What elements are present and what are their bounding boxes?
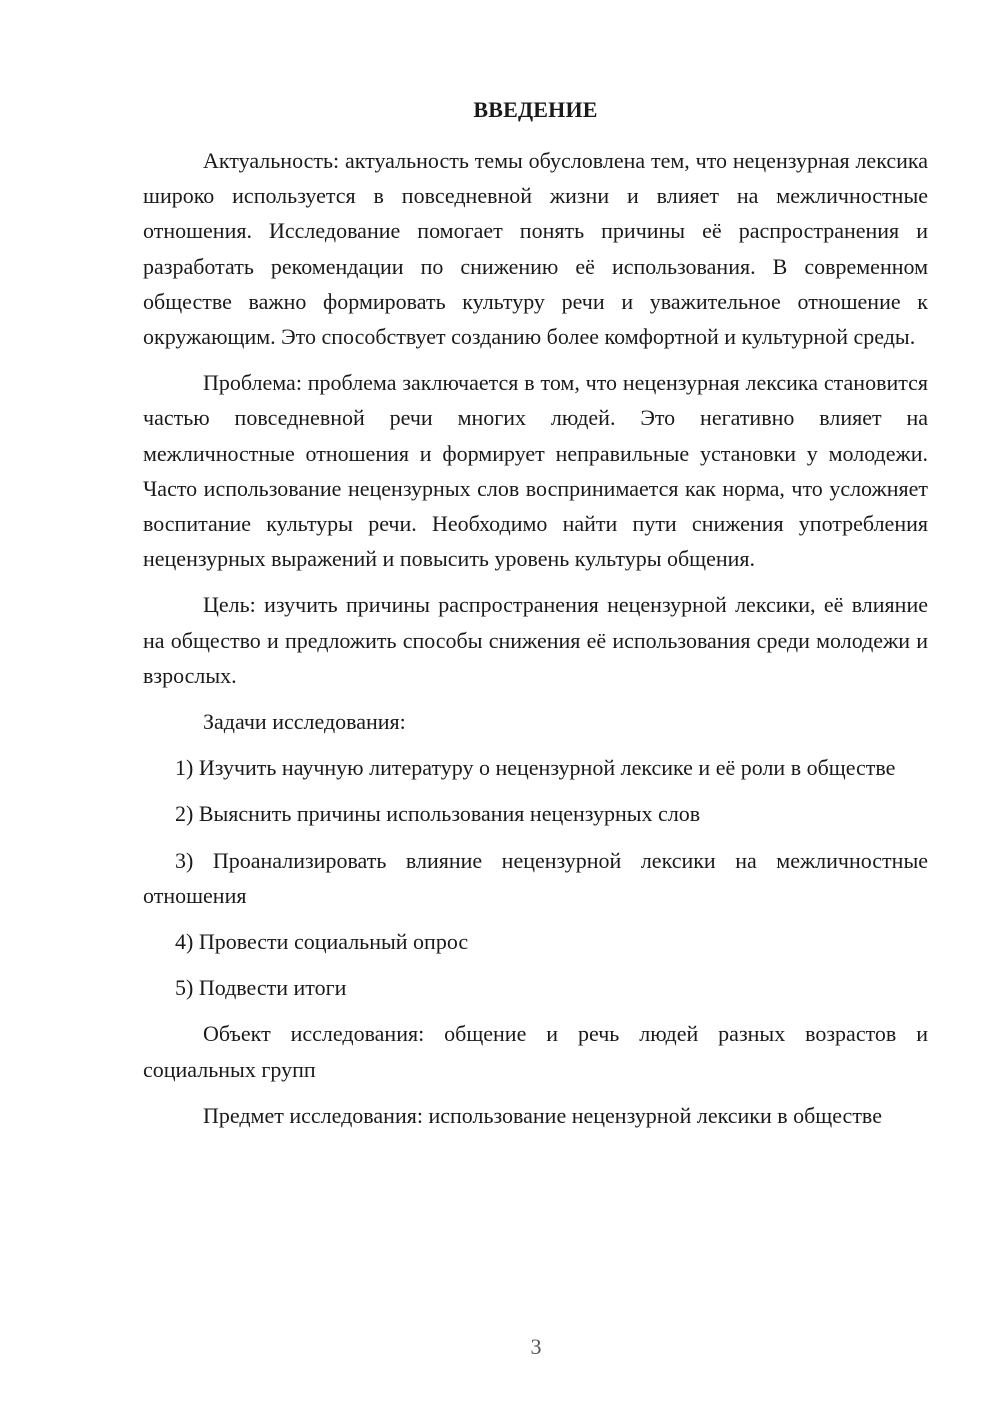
object-paragraph: Объект исследования: общение и речь людей разных возрастов и социальных групп bbox=[143, 1021, 928, 1082]
task-item-2: 2) Выяснить причины использования нецензурных слов bbox=[175, 801, 701, 827]
goal-paragraph: Цель: изучить причины распространения нецензурной лексики, её влияние на общество и предложить способы снижения её использования среди молодежи и взрослых. bbox=[143, 592, 928, 688]
subject-paragraph: Предмет исследования: использование нецензурной лексики в обществе bbox=[203, 1102, 882, 1128]
problem-paragraph: Проблема: проблема заключается в том, что нецензурная лексика становится частью повседневной речи многих людей. Это негативно влияет на межличностные отношения и формирует неправильные установки у молодежи. Часто использование нецензурных слов воспринимается как норма, что усложняет воспитание культуры речи. Необходимо найти пути снижения употребления нецензурных выражений и повысить уровень культуры общения. bbox=[143, 370, 928, 572]
tasks-heading: Задачи исследования: bbox=[203, 709, 406, 735]
task-item-4: 4) Провести социальный опрос bbox=[175, 929, 469, 955]
page-number: 3 bbox=[530, 1334, 542, 1359]
task-item-1: 1) Изучить научную литературу о нецензурной лексике и её роли в обществе bbox=[175, 755, 896, 781]
page-title: ВВЕДЕНИЕ bbox=[473, 97, 598, 122]
relevance-paragraph: Актуальность: актуальность темы обусловлена тем, что нецензурная лексика широко используется в повседневной жизни и влияет на межличностные отношения. Исследование помогает понять причины её распространения и разработать рекомендации по снижению её использования. В современном обществе важно формировать культуру речи и уважительное отношение к окружающим. Это способствует созданию более комфортной и культурной среды. bbox=[143, 148, 928, 350]
task-item-5: 5) Подвести итоги bbox=[175, 975, 347, 1001]
page-content bbox=[143, 95, 928, 1144]
task-item-3: 3) Проанализировать влияние нецензурной лексики на межличностные отношения bbox=[143, 847, 928, 908]
